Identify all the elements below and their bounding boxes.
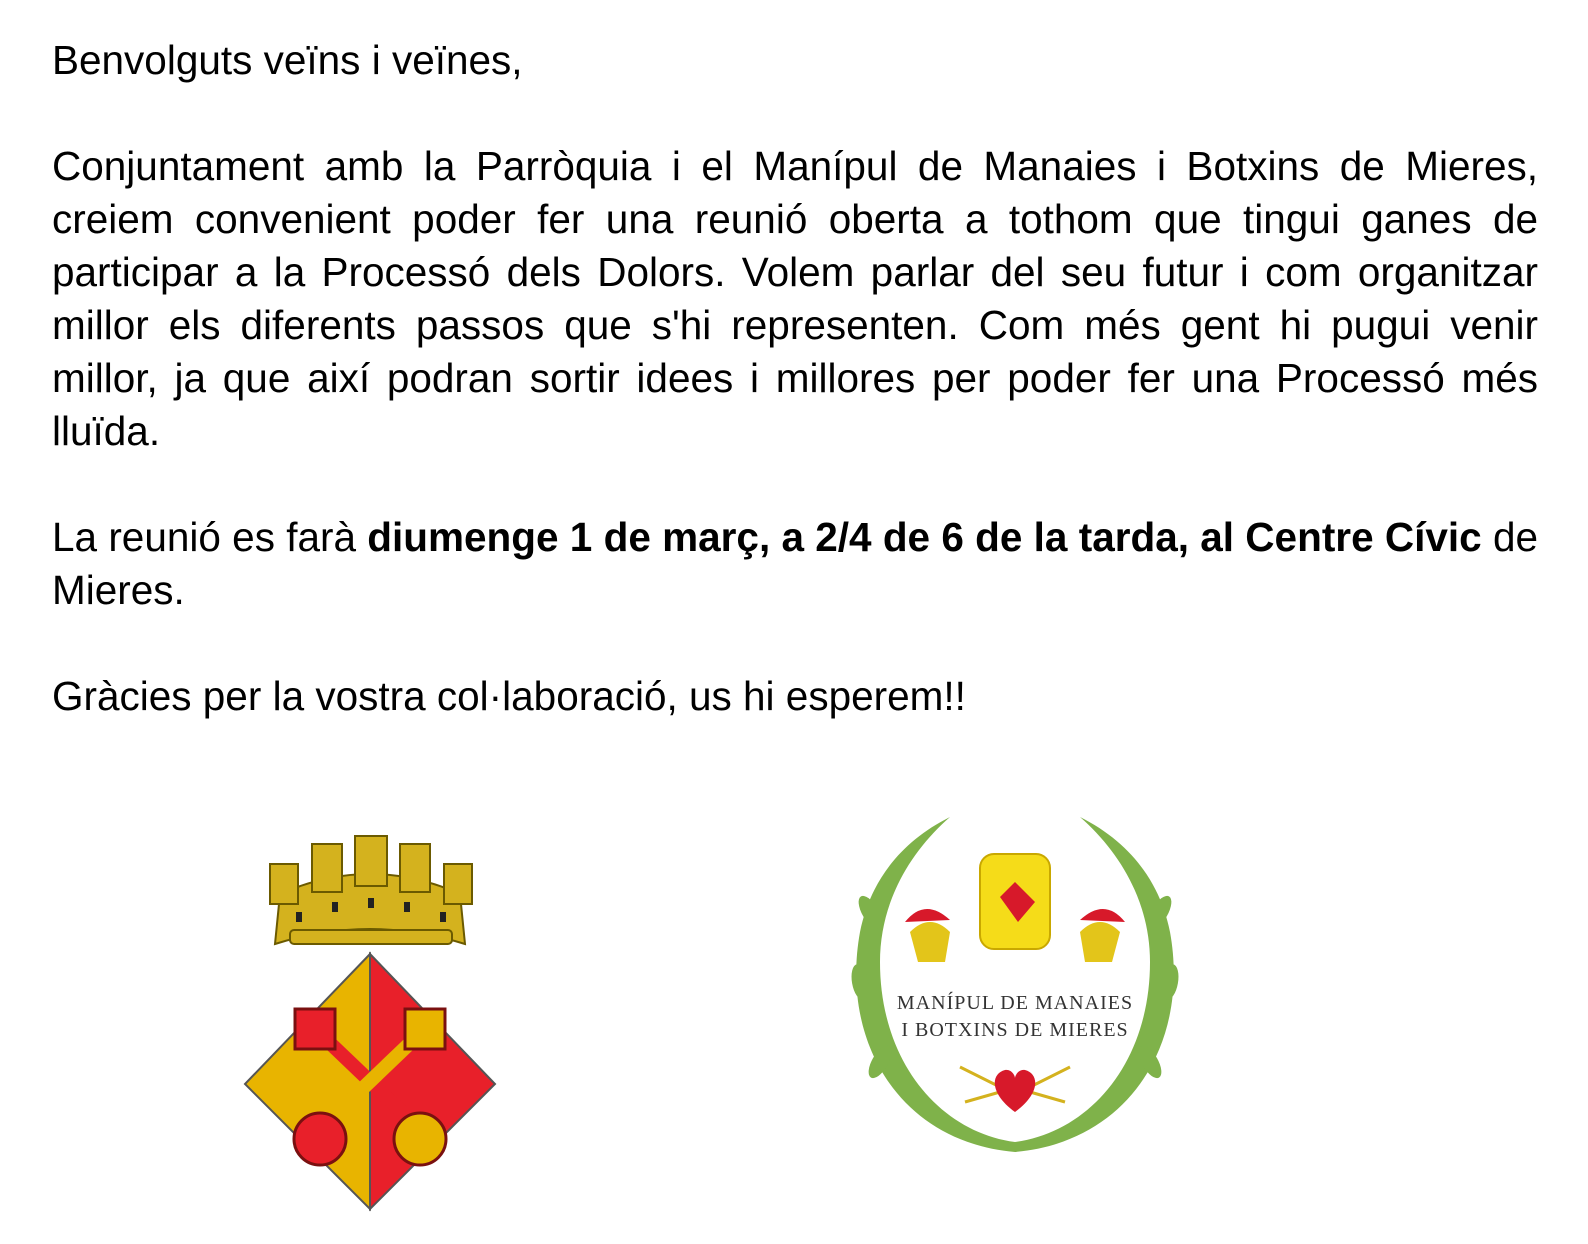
letter-body [52, 34, 1538, 723]
closing-line: Gràcies per la vostra col·laboració, us hi esperem!! [52, 673, 966, 719]
mural-crown-icon [270, 836, 472, 944]
meeting-date-place: diumenge 1 de març, a 2/4 de 6 de la tarda, al Centre Cívic [367, 514, 1482, 560]
manipul-text-line1: MANÍPUL DE MANAIES [896, 992, 1134, 1014]
helmet-left-icon [905, 909, 950, 962]
paragraph-intro: Conjuntament amb la Parròquia i el Manípul de Manaies i Botxins de Mieres, creiem convenient poder fer una reunió oberta a tothom que tingui ganes de participar a la Processó dels Dolors. Volem parlar del seu futur i com organitzar millor els diferents passos que s'hi representen. Com més gent hi pugui venir millor, ja que així podran sortir idees i millores per poder fer una Processó més lluïda. [52, 143, 1538, 454]
greeting: Benvolguts veïns i veïnes, [52, 37, 523, 83]
heart-swords-icon [960, 1067, 1070, 1112]
meeting-place-suffix: de Mieres. [52, 514, 1538, 613]
manipul-text-line2: I BOTXINS DE MIERES [901, 1019, 1129, 1041]
meeting-intro: La reunió es farà [52, 514, 368, 560]
helmet-right-icon [1080, 909, 1125, 962]
manipul-laurel-wreath-icon [840, 812, 1190, 1162]
paragraph-meeting [52, 511, 1538, 617]
mieres-coat-of-arms-icon [240, 834, 500, 1214]
